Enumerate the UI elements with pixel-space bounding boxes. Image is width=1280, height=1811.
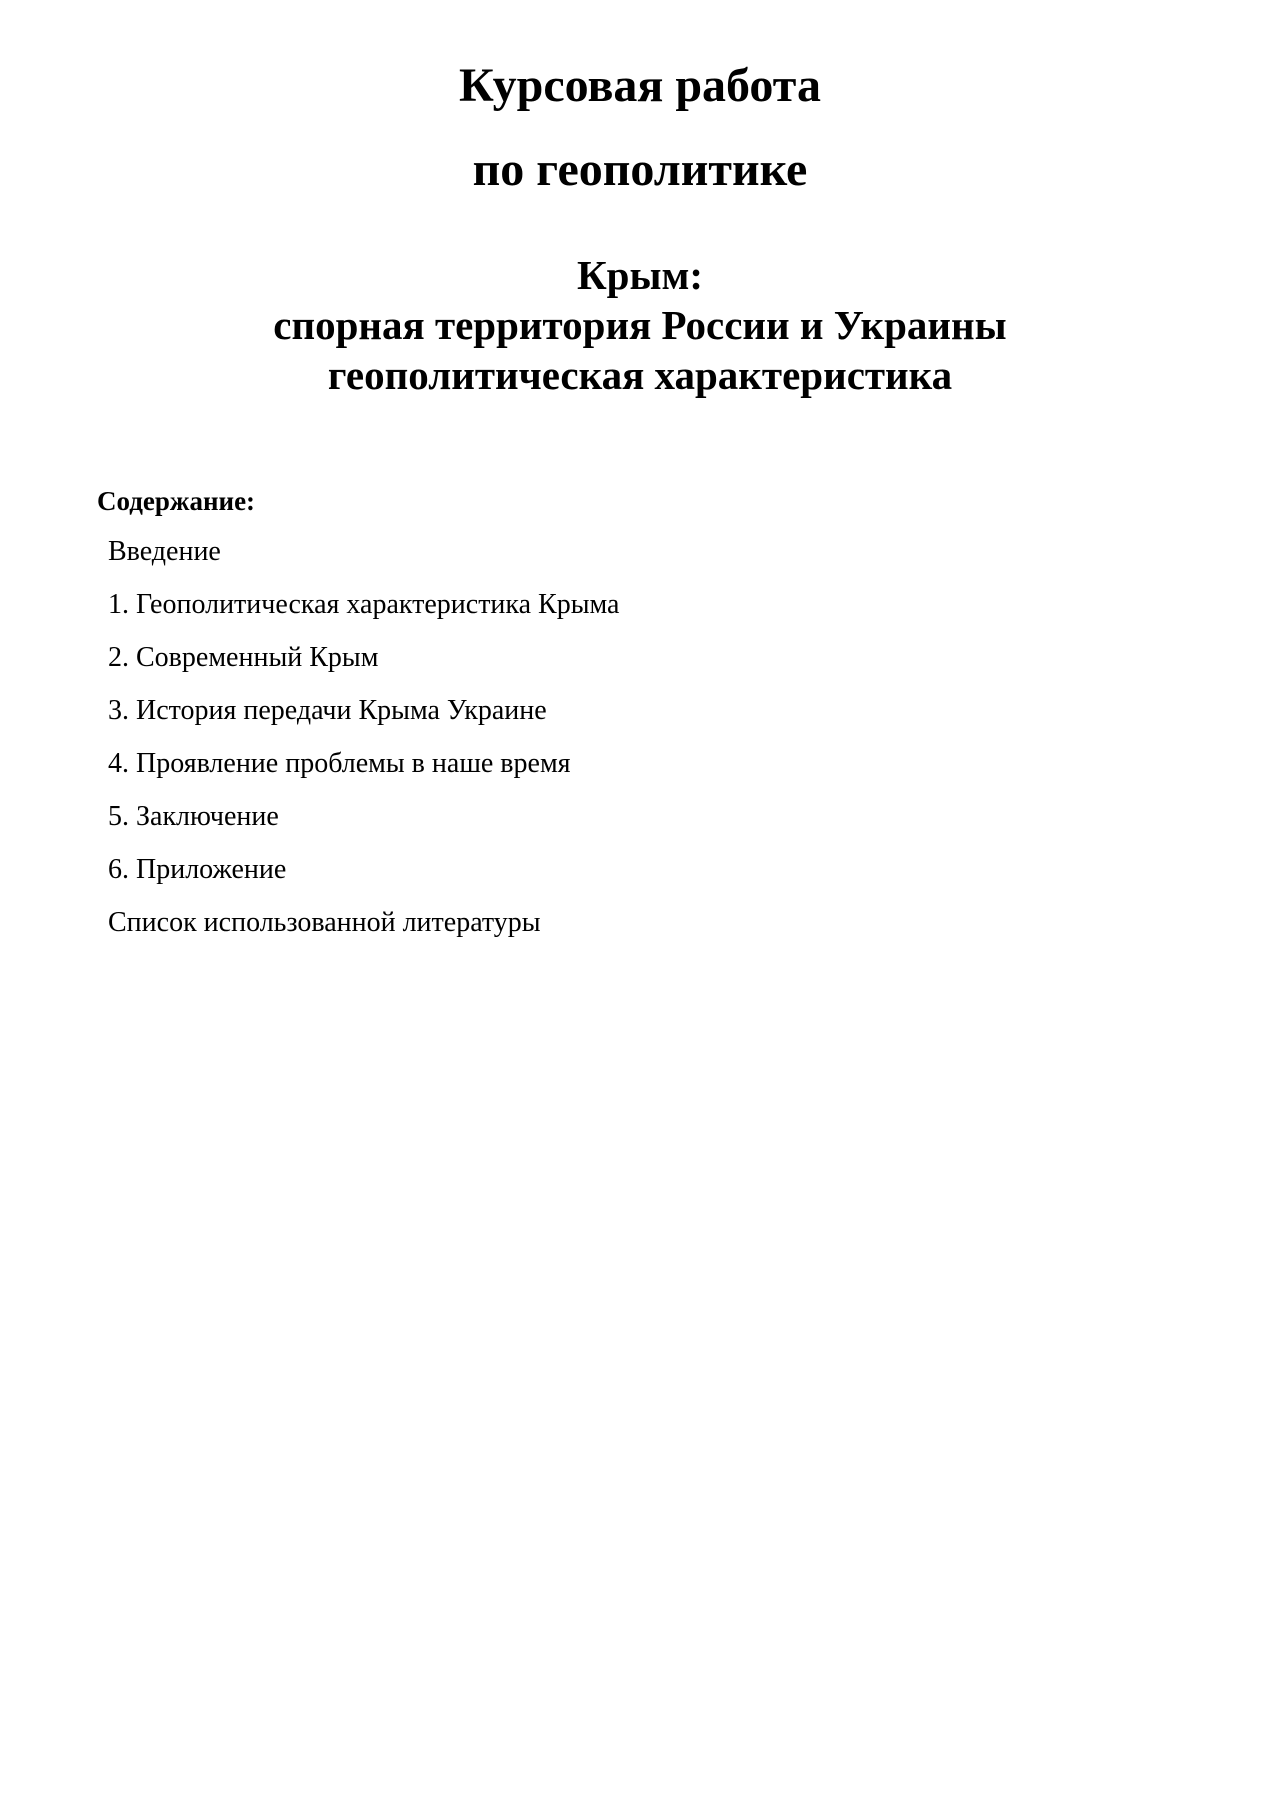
subject-heading: по геополитике — [472, 143, 808, 196]
toc-item-1: 1. Геополитическая характеристика Крыма — [108, 589, 620, 620]
toc-item-3: 3. История передачи Крыма Украине — [108, 695, 547, 726]
toc-heading: Содержание: — [97, 486, 256, 516]
table-of-contents — [108, 535, 619, 959]
title-line-3: геополитическая характеристика — [327, 352, 953, 398]
toc-item-bibliography: Список использованной литературы — [108, 907, 541, 938]
work-type-heading: Курсовая работа — [459, 59, 821, 112]
toc-item-5: 5. Заключение — [108, 801, 279, 832]
document-title — [0, 250, 1280, 400]
title-line-1: Крым: — [576, 252, 704, 298]
toc-item-2: 2. Современный Крым — [108, 642, 379, 673]
toc-item-4: 4. Проявление проблемы в наше время — [108, 748, 571, 779]
toc-item-introduction: Введение — [108, 536, 221, 567]
toc-item-6: 6. Приложение — [108, 854, 287, 885]
title-line-2: спорная территория России и Украины — [273, 302, 1007, 348]
